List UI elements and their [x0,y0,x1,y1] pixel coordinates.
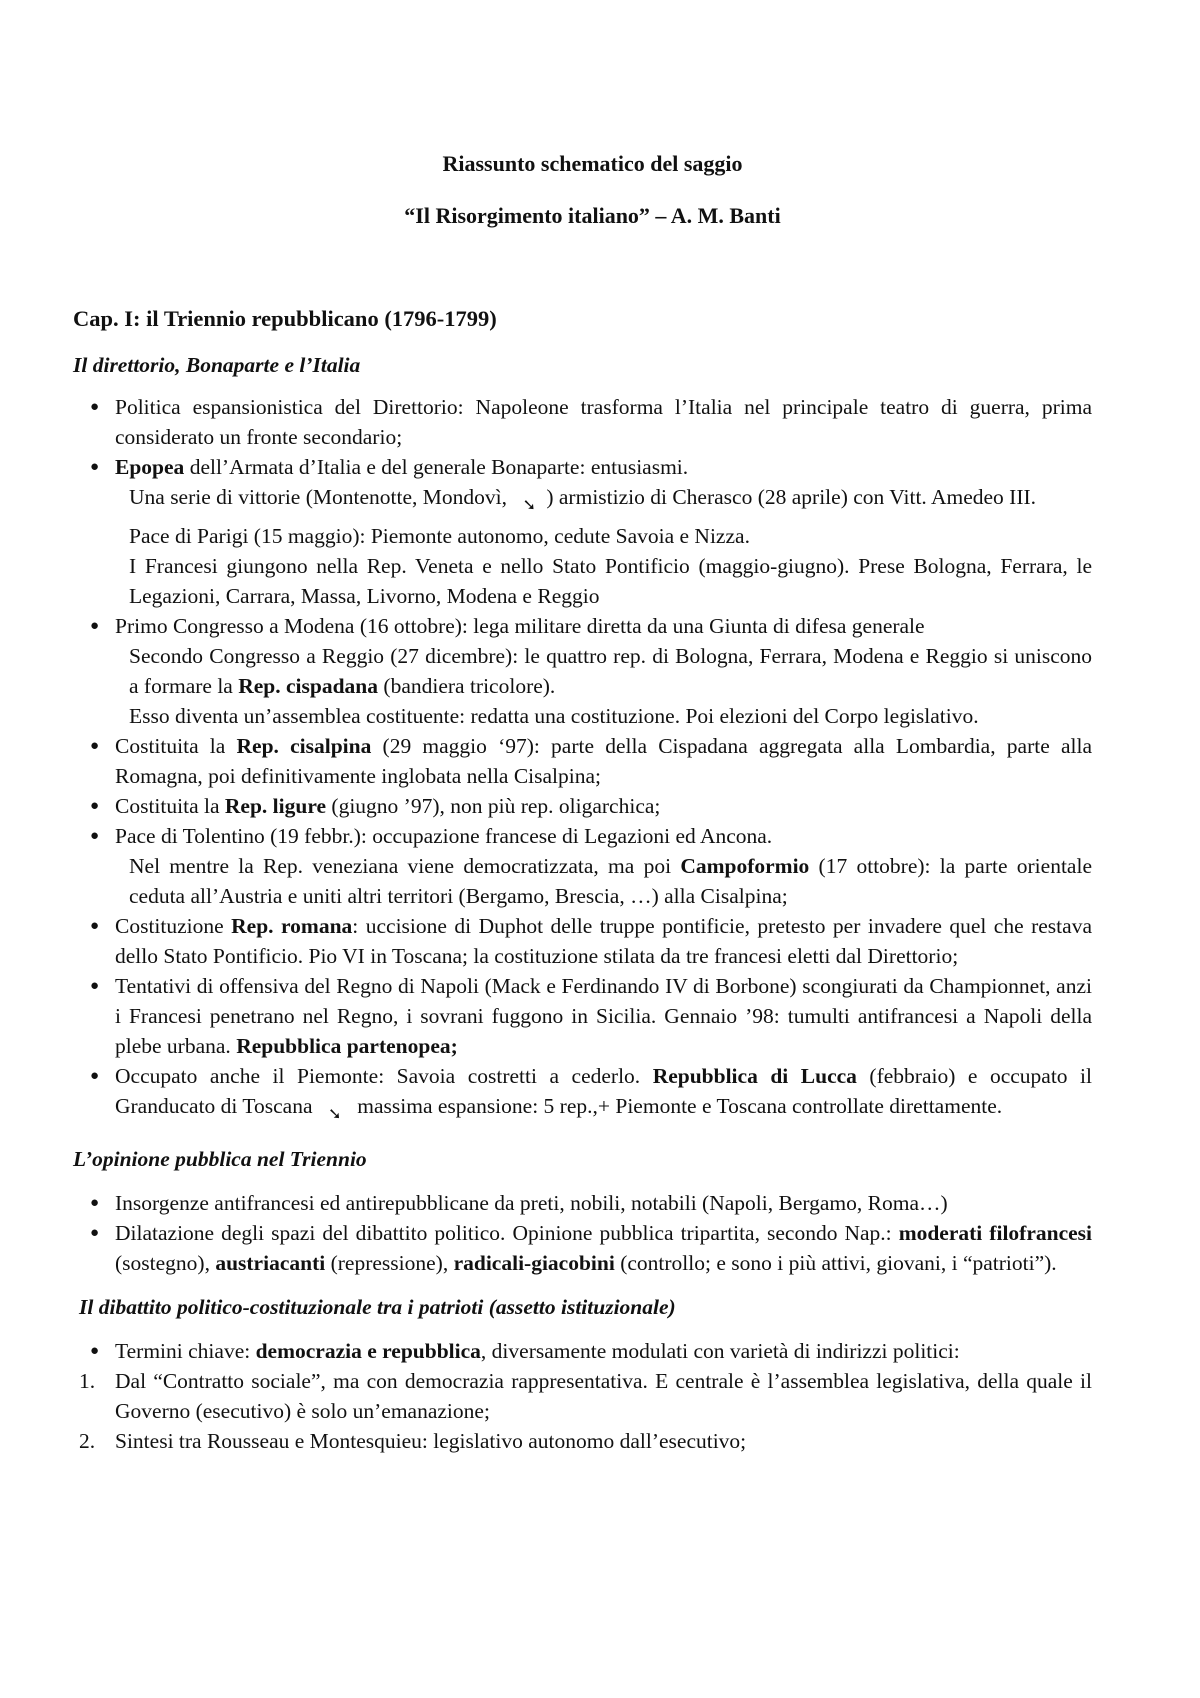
bullet-icon: ● [89,828,99,844]
bullet-icon: ● [89,738,99,754]
list-item: ● Epopea dell’Armata d’Italia e del generale Bonaparte: entusiasmi. Una serie di vittorie (Montenotte, Mondovì, ➘ ) armistizio di Cherasco (28 aprile) con Vitt. Amedeo III. Pace di Parigi (15 maggio): Piemonte autonomo, cedute Savoia e Nizza. I Francesi giungono nella Rep. Veneta e nello Stato Pontificio (maggio-giugno). Prese Bologna, Ferrara, le Legazioni, Carrara, Massa, Livorno, Modena e Reggio [73,452,1092,611]
list-item: ● Termini chiave: democrazia e repubblica, diversamente modulati con varietà di indirizzi politici: [73,1336,1092,1366]
chapter-heading: Cap. I: il Triennio repubblicano (1796-1799) [73,306,497,331]
list-item: 2. Sintesi tra Rousseau e Montesquieu: legislativo autonomo dall’esecutivo; [79,1429,747,1453]
numbered-list-dibattito [73,1366,1092,1456]
section-heading-opinione: L’opinione pubblica nel Triennio [73,1147,367,1171]
bullet-icon: ● [89,798,99,814]
list-item: ● Politica espansionistica del Direttorio: Napoleone trasforma l’Italia nel principale teatro di guerra, prima considerato un fronte secondario; [73,392,1092,452]
bullet-icon: ● [89,1068,99,1084]
document-title-line2: “Il Risorgimento italiano” – A. M. Banti [404,203,781,228]
bullet-icon: ● [89,618,99,634]
list-item: ● Tentativi di offensiva del Regno di Napoli (Mack e Ferdinando IV di Borbone) scongiurati da Championnet, anzi i Francesi penetrano nel Regno, i sovrani fuggono in Sicilia. Gennaio ’98: tumulti antifrancesi a Napoli della plebe urbana. Repubblica partenopea; [73,971,1092,1061]
bullet-list-direttorio [73,392,1092,1130]
list-item: ● Costituzione Rep. romana: uccisione di Duphot delle truppe pontificie, pretesto per invadere quel che restava dello Stato Pontificio. Pio VI in Toscana; la costituzione stilata da tre francesi eletti dal Direttorio; [73,911,1092,971]
list-item: ● Pace di Tolentino (19 febbr.): occupazione francese di Legazioni ed Ancona. Nel mentre la Rep. veneziana viene democratizzata, ma poi Campoformio (17 ottobre): la parte orientale ceduta all’Austria e uniti altri territori (Bergamo, Brescia, …) alla Cisalpina; [73,821,1092,911]
list-item: ● Costituita la Rep. ligure (giugno ’97), non più rep. oligarchica; [73,791,1092,821]
arrow-right-icon: ➘ [522,497,537,514]
list-item: ● Occupato anche il Piemonte: Savoia costretti a cederlo. Repubblica di Lucca (febbraio) e occupato il Granducato di Toscana ➘ massima espansione: 5 rep.,+ Piemonte e Toscana controllate direttamente. [73,1061,1092,1130]
bullet-icon: ● [89,978,99,994]
list-item: ● Dilatazione degli spazi del dibattito politico. Opinione pubblica tripartita, secondo Nap.: moderati filofrancesi (sostegno), austriacanti (repressione), radicali-giacobini (controllo; e sono i più attivi, giovani, i “patrioti”). [73,1218,1092,1278]
bullet-icon: ● [89,459,99,475]
list-item: ● Primo Congresso a Modena (16 ottobre): lega militare diretta da una Giunta di difesa generale Secondo Congresso a Reggio (27 dicembre): le quattro rep. di Bologna, Ferrara, Modena e Reggio si uniscono a formare la Rep. cispadana (bandiera tricolore). Esso diventa un’assemblea costituente: redatta una costituzione. Poi elezioni del Corpo legislativo. [73,611,1092,731]
document-title-line1: Riassunto schematico del saggio [442,151,743,176]
bullet-icon: ● [89,1225,99,1241]
section-heading-direttorio: Il direttorio, Bonaparte e l’Italia [73,353,361,377]
section-heading-dibattito: Il dibattito politico-costituzionale tra i patrioti (assetto istituzionale) [79,1295,676,1319]
bullet-icon: ● [89,1343,99,1359]
arrow-right-icon: ➘ [328,1106,342,1123]
bullet-icon: ● [89,399,99,415]
bullet-icon: ● [89,1195,99,1211]
list-item: ● Costituita la Rep. cisalpina (29 maggio ‘97): parte della Cispadana aggregata alla Lombardia, parte alla Romagna, poi definitivamente inglobata nella Cisalpina; [73,731,1092,791]
list-item: ● Insorgenze antifrancesi ed antirepubblicane da preti, nobili, notabili (Napoli, Bergamo, Roma…) [73,1188,1092,1218]
bullet-list-opinione [73,1188,1092,1278]
bullet-icon: ● [89,918,99,934]
list-item: 1. Dal “Contratto sociale”, ma con democrazia rappresentativa. E centrale è l’assemblea legislativa, della quale il Governo (esecutivo) è solo un’emanazione; [79,1369,1092,1423]
bullet-list-dibattito [73,1336,1092,1366]
